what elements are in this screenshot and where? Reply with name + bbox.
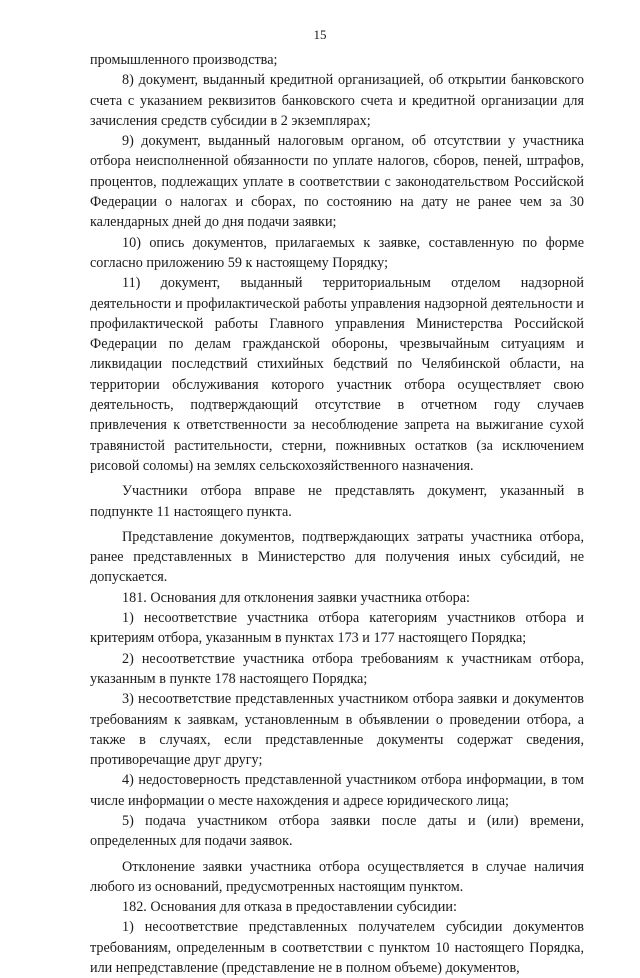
paragraph: 181. Основания для отклонения заявки участника отбора: xyxy=(122,589,471,606)
paragraph: 1) несоответствие участника отбора категориям участников отбора и критериям отбора, указанным в пунктах 173 и 177 настоящего Порядка; xyxy=(90,610,584,647)
document-body xyxy=(90,50,584,978)
page-number: 15 xyxy=(313,27,327,42)
paragraph: 9) документ, выданный налоговым органом, об отсутствии у участника отбора неисполненной обязанности по уплате налогов, сборов, пеней, штрафов, процентов, подлежащих уплате в соответствии с законодательством Российской Федерации о налогах и сборах, по состоянию на дату не ранее чем за 30 календарных дней до дня подачи заявки; xyxy=(90,133,584,231)
paragraph: 2) несоответствие участника отбора требованиям к участникам отбора, указанным в пункте 178 настоящего Порядка; xyxy=(90,650,584,687)
paragraph: Участники отбора вправе не представлять документ, указанный в подпункте 11 настоящего пункта. xyxy=(90,483,584,520)
paragraph: 4) недостоверность представленной участником отбора информации, в том числе информации о месте нахождения и адресе юридического лица; xyxy=(90,772,584,809)
paragraph: 5) подача участником отбора заявки после даты и (или) времени, определенных для подачи заявок. xyxy=(90,812,584,850)
paragraph: промышленного производства; xyxy=(90,52,278,68)
paragraph: Отклонение заявки участника отбора осуществляется в случае наличия любого из оснований, предусмотренных настоящим пунктом. xyxy=(90,858,584,895)
paragraph: 3) несоответствие представленных участником отбора заявки и документов требованиям к заявкам, установленным в объявлении о проведении отбора, а также в случаях, если представленные документы содержат сведения, противоречащие друг другу; xyxy=(90,691,584,769)
paragraph: 11) документ, выданный территориальным отделом надзорной деятельности и профилактической работы управления надзорной деятельности и профилактической работы Главного управления Министерства Российской Федерации по делам гражданской обороны, чрезвычайным ситуациям и ликвидации последствий стихийных бедствий по Челябинской области, на территории обслуживания которого участник отбора осуществляет свою деятельность, подтверждающий отсутствие в отчетном году случаев привлечения к ответственности за несоблюдение запрета на выжигание сухой травянистой растительности, стерни, пожнивных остатков (за исключением рисовой соломы) на землях сельскохозяйственного назначения. xyxy=(90,275,584,474)
paragraph: 10) опись документов, прилагаемых к заявке, составленную по форме согласно приложению 59 к настоящему Порядку; xyxy=(90,234,584,271)
paragraph: 1) несоответствие представленных получателем субсидии документов требованиям, определенным в соответствии с пунктом 10 настоящего Порядка, или непредставление (представление не в полном объеме) документов, xyxy=(90,919,584,977)
paragraph: 8) документ, выданный кредитной организацией, об открытии банковского счета с указанием реквизитов банковского счета и кредитной организации для зачисления средств субсидии в 2 экземплярах; xyxy=(90,72,584,129)
paragraph: Представление документов, подтверждающих затраты участника отбора, ранее представленных в Министерство для получения иных субсидий, не допускается. xyxy=(90,528,584,586)
paragraph: 182. Основания для отказа в предоставлении субсидии: xyxy=(122,899,457,916)
